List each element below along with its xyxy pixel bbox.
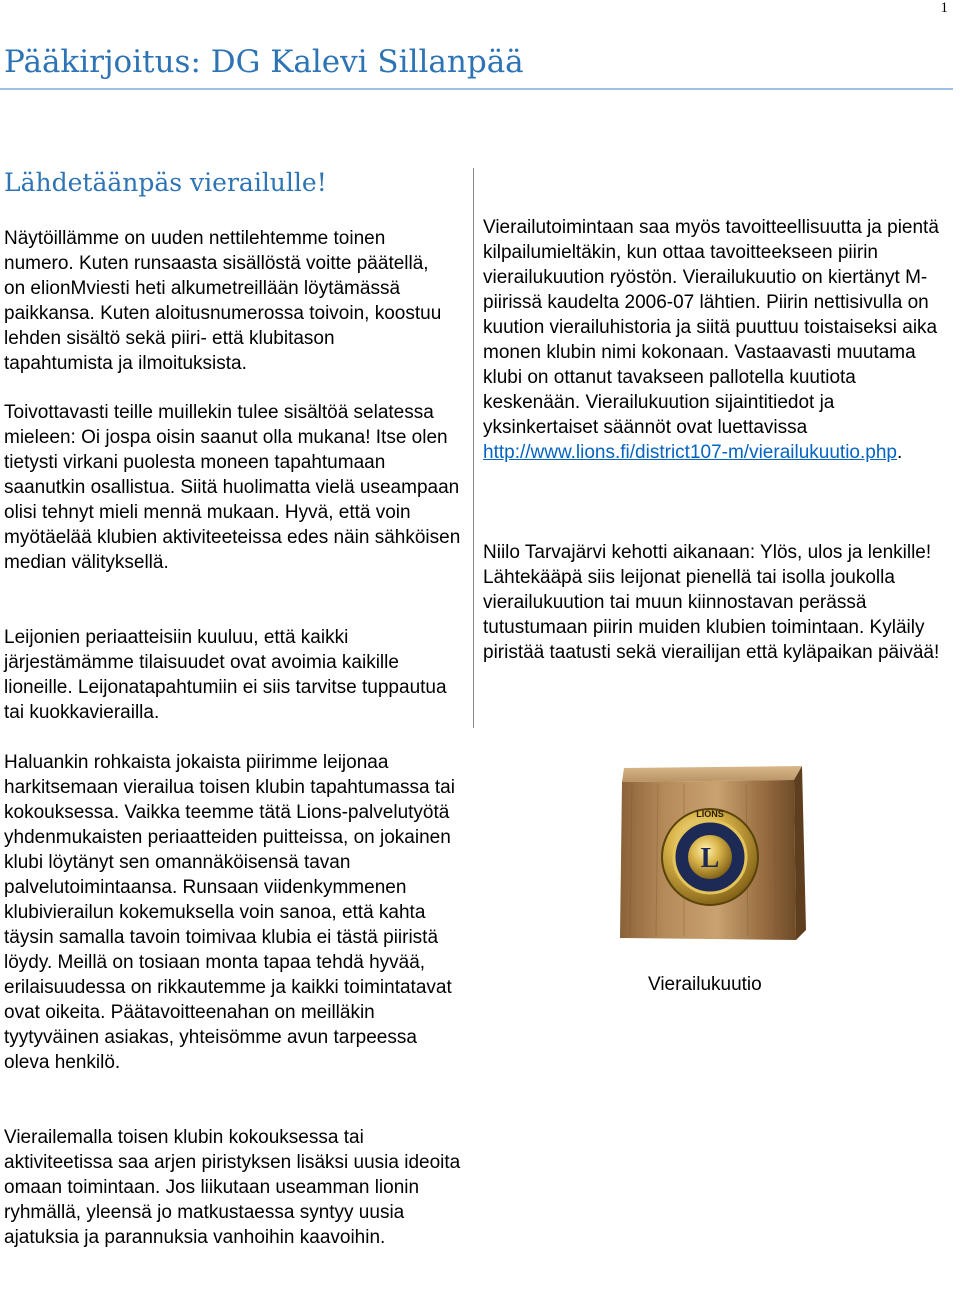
left-paragraph-1: Näytöillämme on uuden nettilehtemme toinen numero. Kuten runsaasta sisällöstä voitte päätellä, on elionMviesti heti alkumetreillään löytämässä paikkansa. Kuten aloitusnumerossa toivoin, koostuu lehden sisältö sekä piiri- että klubitason tapahtumista ja ilmoituksista.: [4, 228, 442, 374]
vierailukuutio-link[interactable]: http://www.lions.fi/district107-m/vierailukuutio.php: [483, 442, 897, 463]
left-paragraph-2: Toivottavasti teille muillekin tulee sisältöä selatessa mieleen: Oi jospa oisin saanut olla mukana! Itse olen tietysti virkani puolesta moneen tapahtumaan saanutkin osallistua. Siitä huolimatta vielä useampaan olisi tehnyt mieli mennä mukaan. Hyvä, että voin myötäelää klubien aktiviteeteissa edes näin sähköisen median välityksellä.: [4, 402, 461, 573]
article-subtitle: Lähdetäänpäs vierailulle!: [4, 168, 327, 197]
cube-side-face: [794, 766, 806, 940]
emblem-wordmark: LIONS: [696, 809, 724, 819]
right-paragraph-1-text: Vierailutoimintaan saa myös tavoitteellisuutta ja pientä kilpailumieltäkin, kun ottaa tavoitteekseen piirin vierailukuution ryöstön. Vierailukuutio on kiertänyt M-piirissä kaudelta 2006-07 lähtien. Piirin nettisivulla on kuution vierailuhistoria ja siitä puuttuu toistaiseksi aika monen klubin nimi kokonaan. Vastaavasti muutama klubi on ottanut tavakseen pallotella kuutiota keskenään. Vierailukuution sijaintitiedot ja yksinkertaiset säännöt ovat luettavissa: [483, 217, 939, 438]
cube-top-face: [622, 766, 802, 782]
photo-caption: Vierailukuutio: [648, 974, 762, 995]
left-paragraph-3: Leijonien periaatteisiin kuuluu, että kaikki järjestämämme tilaisuudet ovat avoimia kaikille lioneille. Leijonatapahtumiin ei siis tarvitse tuppautua tai kuokkavierailla.: [4, 627, 447, 723]
left-paragraph-4: Haluankin rohkaista jokaista piirimme leijonaa harkitsemaan vierailua toisen klubin tapahtumassa tai kokouksessa. Vaikka teemme tätä Lions-palvelutyötä yhdenmukaisten periaatteiden puitteissa, on jokainen klubi löytänyt sen omannäköisensä tavan palvelutoimintaansa. Runsaan viidenkymmenen klubivierailun kokemuksella voin sanoa, että kahta täysin samalla tavoin toimivaa klubia ei tästä piiristä löydy. Meillä on tosiaan monta tapaa tehdä hyvää, erilaisuudessa on rikkautemme ja kaikki toimintatavat ovat oikeita. Päätavoitteenahan on meilläkin tyytyväinen asiakas, yhteisömme avun tarpeessa oleva henkilö.: [4, 752, 455, 1073]
right-paragraph-1: [483, 215, 948, 465]
right-paragraph-1-end: .: [896, 442, 903, 463]
title-underline: [0, 88, 953, 90]
vierailukuutio-photo: [618, 762, 808, 942]
emblem-letter: L: [700, 843, 720, 874]
lions-emblem-icon: [662, 809, 758, 905]
left-paragraph-5: Vierailemalla toisen klubin kokouksessa tai aktiviteetissa saa arjen piristyksen lisäksi uusia ideoita omaan toimintaan. Jos liikutaan useamman lionin ryhmällä, yleensä jo matkustaessa syntyy uusia ajatuksia ja parannuksia vanhoihin kaavoihin.: [4, 1127, 461, 1248]
article-title: Pääkirjoitus: DG Kalevi Sillanpää: [4, 44, 524, 80]
column-divider: [473, 168, 474, 728]
page-number: 1: [940, 0, 948, 16]
right-paragraph-2: Niilo Tarvajärvi kehotti aikanaan: Ylös, ulos ja lenkille! Lähtekääpä siis leijonat pienellä tai isolla joukolla vierailukuution tai muun kiinnostavan perässä tutustumaan piirin muiden klubien toimintaan. Kyläily piristää taatusti sekä vierailijan että kyläpaikan päivää!: [483, 542, 940, 663]
